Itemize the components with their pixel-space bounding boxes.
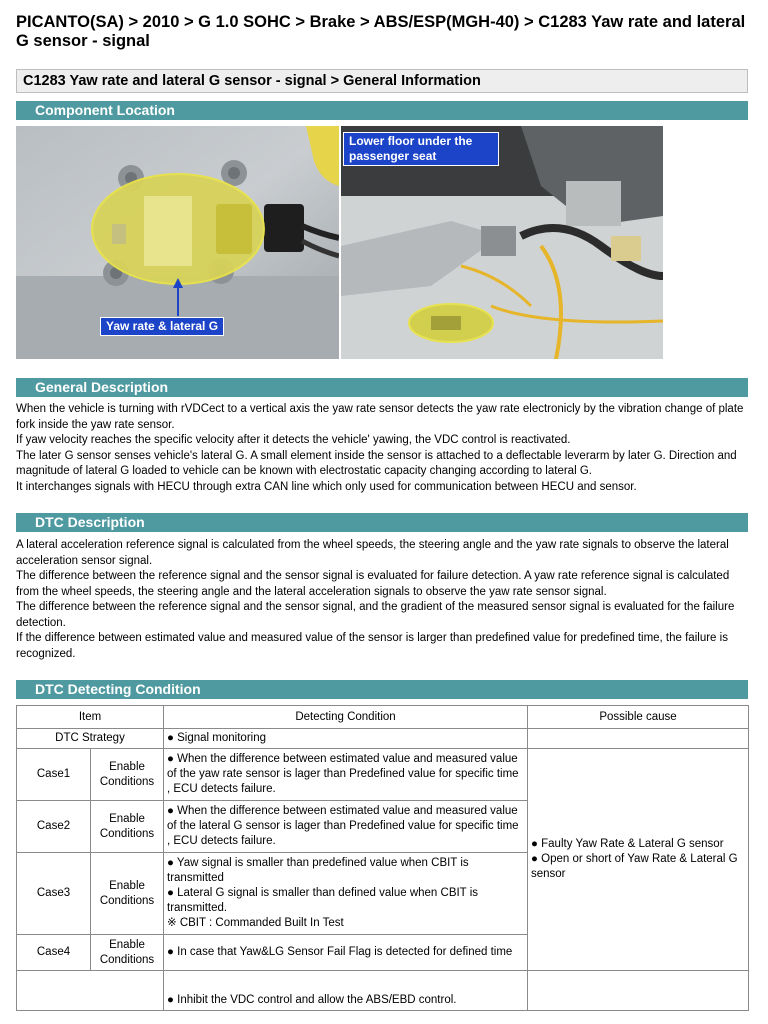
location-callout-line1: Lower floor under the bbox=[349, 134, 473, 148]
dtc-description-p2: The difference between the reference signal and the sensor signal is evaluated for failure detection. A yaw rate reference signal is calculated from the wheel speeds, the steering angle and the lateral acceleration signals to observe the yaw rate sensor signal. bbox=[16, 570, 730, 598]
general-description-p1: When the vehicle is turning with rVDCect to a vertical axis the yaw rate sensor detects the yaw rate electronicly by the vibration change of plate fork inside the yaw rate sensor. bbox=[16, 403, 744, 431]
table-row bbox=[17, 729, 749, 749]
header-detecting-condition: Detecting Condition bbox=[164, 706, 528, 729]
last-row-cause bbox=[528, 971, 749, 1011]
general-description-p4: It interchanges signals with HECU through extra CAN line which only used for communication between HECU and sensor. bbox=[16, 480, 637, 493]
dtc-description-heading: DTC Description bbox=[16, 513, 748, 532]
dtc-description-p4: If the difference between estimated value and measured value of the sensor is larger than predefined value for predefined time, the failure is recognized. bbox=[16, 632, 728, 660]
enable-conditions-label: Enable Conditions bbox=[91, 749, 164, 801]
case-condition: ● When the difference between estimated value and measured value of the lateral G sensor is lager than Predefined value for specific time , ECU detects failure. bbox=[164, 801, 528, 853]
dtc-condition-heading: DTC Detecting Condition bbox=[16, 680, 748, 699]
general-description-text bbox=[16, 402, 752, 495]
last-row-item bbox=[17, 971, 164, 1011]
case-condition: ● When the difference between estimated value and measured value of the yaw rate sensor is lager than Predefined value for specific time , ECU detects failure. bbox=[164, 749, 528, 801]
table-row bbox=[17, 749, 749, 801]
case-name: Case3 bbox=[17, 853, 91, 935]
case-name: Case2 bbox=[17, 801, 91, 853]
component-location-heading: Component Location bbox=[16, 101, 748, 120]
location-callout bbox=[343, 132, 499, 166]
enable-conditions-label: Enable Conditions bbox=[91, 853, 164, 935]
location-photo bbox=[341, 126, 663, 359]
case3-line1: ● Yaw signal is smaller than predefined value when CBIT is transmitted bbox=[167, 857, 469, 884]
last-row-condition: ● Inhibit the VDC control and allow the ABS/EBD control. bbox=[164, 971, 528, 1011]
strategy-cause bbox=[528, 729, 749, 749]
table-header-row bbox=[17, 706, 749, 729]
page-title: PICANTO(SA) > 2010 > G 1.0 SOHC > Brake > ABS/ESP(MGH-40) > C1283 Yaw rate and lateral G sensor - signal bbox=[16, 13, 746, 50]
case-condition bbox=[164, 853, 528, 935]
general-description-p3: The later G sensor senses vehicle's lateral G. A small element inside the sensor is attached to a deflectable leverarm by later G. Direction and magnitude of lateral G loaded to vehicle can be known with electrostatic capacity changing according to lateral G. bbox=[16, 449, 737, 477]
enable-conditions-label: Enable Conditions bbox=[91, 801, 164, 853]
possible-cause-cell bbox=[528, 749, 749, 971]
yaw-rate-callout: Yaw rate & lateral G bbox=[100, 317, 224, 336]
general-description-p2: If yaw velocity reaches the specific velocity after it detects the vehicle' yawing, the VDC control is reactivated. bbox=[16, 434, 571, 446]
possible-cause-2: ● Open or short of Yaw Rate & Lateral G sensor bbox=[531, 853, 738, 880]
dtc-condition-table bbox=[16, 705, 749, 1011]
case-condition: ● In case that Yaw&LG Sensor Fail Flag is detected for defined time bbox=[164, 935, 528, 971]
case3-line3: ※ CBIT : Commanded Built In Test bbox=[167, 917, 344, 929]
strategy-label: DTC Strategy bbox=[17, 729, 164, 749]
location-callout-line2: passenger seat bbox=[349, 149, 437, 163]
header-possible-cause: Possible cause bbox=[528, 706, 749, 729]
strategy-value: ● Signal monitoring bbox=[164, 729, 528, 749]
enable-conditions-label: Enable Conditions bbox=[91, 935, 164, 971]
possible-cause-1: ● Faulty Yaw Rate & Lateral G sensor bbox=[531, 838, 724, 850]
dtc-description-text bbox=[16, 538, 752, 662]
dtc-description-p3: The difference between the reference signal and the sensor signal, and the gradient of the measured sensor signal is evaluated for the failure detection. bbox=[16, 601, 735, 629]
table-row bbox=[17, 971, 749, 1011]
dtc-description-p1: A lateral acceleration reference signal is calculated from the wheel speeds, the steering angle and the yaw rate signals to observe the lateral acceleration sensor signal. bbox=[16, 539, 729, 567]
case-name: Case4 bbox=[17, 935, 91, 971]
case-name: Case1 bbox=[17, 749, 91, 801]
general-description-heading: General Description bbox=[16, 378, 748, 397]
section-title: C1283 Yaw rate and lateral G sensor - signal > General Information bbox=[16, 69, 748, 93]
case3-line2: ● Lateral G signal is smaller than defined value when CBIT is transmitted. bbox=[167, 887, 478, 914]
sensor-photo bbox=[16, 126, 339, 359]
header-item: Item bbox=[17, 706, 164, 729]
